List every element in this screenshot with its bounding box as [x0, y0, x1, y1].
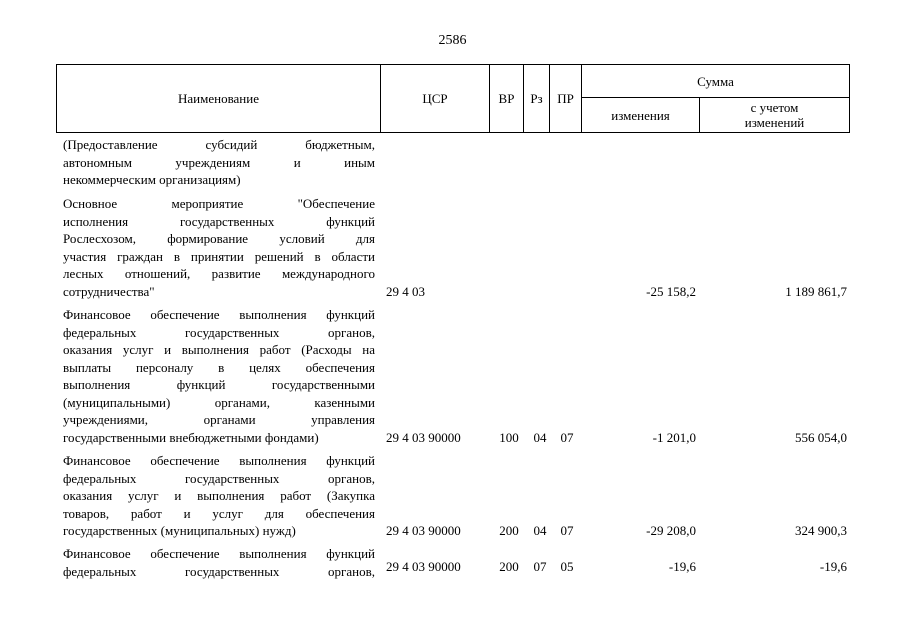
row-name-line: выплаты персоналу в целях обеспечения [63, 359, 375, 375]
row-rz: 07 [533, 559, 547, 574]
row-changes: -29 208,0 [646, 523, 696, 538]
row-name-line: некоммерческим организациям) [63, 172, 241, 187]
table-header [56, 64, 850, 133]
page-number: 2586 [438, 33, 467, 48]
row-name-line: оказания услуг и выполнения работ (Закупка [63, 488, 375, 503]
header-rz-cell [523, 64, 550, 133]
header-pr: ПР [557, 91, 574, 106]
row-name-line: автономным учреждениям и иным [63, 154, 375, 170]
header-pr-cell [549, 64, 582, 133]
row-total: 556 054,0 [795, 429, 847, 445]
row-name-line: участия граждан в принятии решений в области [63, 248, 375, 264]
header-csr: ЦСР [422, 91, 448, 106]
row-csr: 29 4 03 90000 [386, 559, 461, 574]
header-with-changes-line1: с учетом [750, 100, 799, 115]
row-name-line: Финансовое обеспечение выполнения функций [63, 453, 375, 468]
header-name-cell [56, 64, 381, 133]
header-changes: изменения [611, 107, 670, 123]
row-name [63, 136, 375, 189]
header-with-changes [700, 98, 849, 132]
row-name-line: (муниципальными) органами, казенными [63, 394, 375, 410]
row-rz: 04 [533, 523, 547, 538]
row-name-line: (Предоставление субсидий бюджетным, [63, 137, 375, 152]
row-name-line: лесных отношений, развитие международного [63, 266, 375, 281]
row-name-line: учреждениями, органами управления [63, 412, 375, 427]
row-changes: -1 201,0 [652, 429, 696, 445]
header-rz: Рз [530, 91, 543, 106]
row-csr: 29 4 03 [386, 283, 425, 299]
row-total: -19,6 [819, 559, 847, 574]
row-csr: 29 4 03 90000 [386, 429, 461, 445]
header-csr-cell [380, 64, 490, 133]
row-changes: -19,6 [668, 559, 696, 574]
header-sum-cell [581, 64, 850, 98]
row-name-line: товаров, работ и услуг для обеспечения [63, 505, 375, 521]
row-name [63, 452, 375, 540]
header-vr: ВР [498, 91, 515, 106]
row-name [63, 545, 375, 580]
row-name [63, 195, 375, 300]
row-vr: 200 [499, 559, 519, 574]
header-vr-cell [489, 64, 524, 133]
row-name [63, 306, 375, 446]
row-name-line: Рослесхозом, формирование условий для [63, 231, 375, 246]
row-name-line: исполнения государственных функций [63, 213, 375, 229]
row-total: 1 189 861,7 [785, 283, 847, 299]
row-total: 324 900,3 [795, 523, 847, 538]
row-pr: 07 [560, 523, 574, 538]
header-sum: Сумма [697, 73, 734, 89]
row-name-line: оказания услуг и выполнения работ (Расходы на [63, 342, 375, 357]
row-name-line: Основное мероприятие "Обеспечение [63, 196, 375, 211]
row-name-line: Финансовое обеспечение выполнения функций [63, 546, 375, 561]
row-csr: 29 4 03 90000 [386, 523, 461, 538]
header-name: Наименование [178, 91, 259, 106]
row-name-line: федеральных государственных органов, [63, 563, 375, 579]
row-name-line: государственными внебюджетными фондами) [63, 429, 319, 445]
row-name-line: сотрудничества" [63, 283, 155, 299]
row-name-line: выполнения функций государственными [63, 377, 375, 392]
row-name-line: государственных (муниципальных) нужд) [63, 523, 296, 538]
row-vr: 100 [499, 429, 519, 445]
row-name-line: Финансовое обеспечение выполнения функций [63, 307, 375, 322]
row-pr: 07 [560, 429, 574, 445]
header-changes-cell [581, 97, 700, 133]
row-name-line: федеральных государственных органов, [63, 470, 375, 486]
row-name-line: федеральных государственных органов, [63, 324, 375, 340]
row-rz: 04 [533, 429, 547, 445]
row-pr: 05 [560, 559, 574, 574]
row-vr: 200 [499, 523, 519, 538]
row-changes: -25 158,2 [646, 283, 696, 299]
header-with-changes-cell [699, 97, 850, 133]
header-with-changes-line2: изменений [744, 115, 805, 130]
